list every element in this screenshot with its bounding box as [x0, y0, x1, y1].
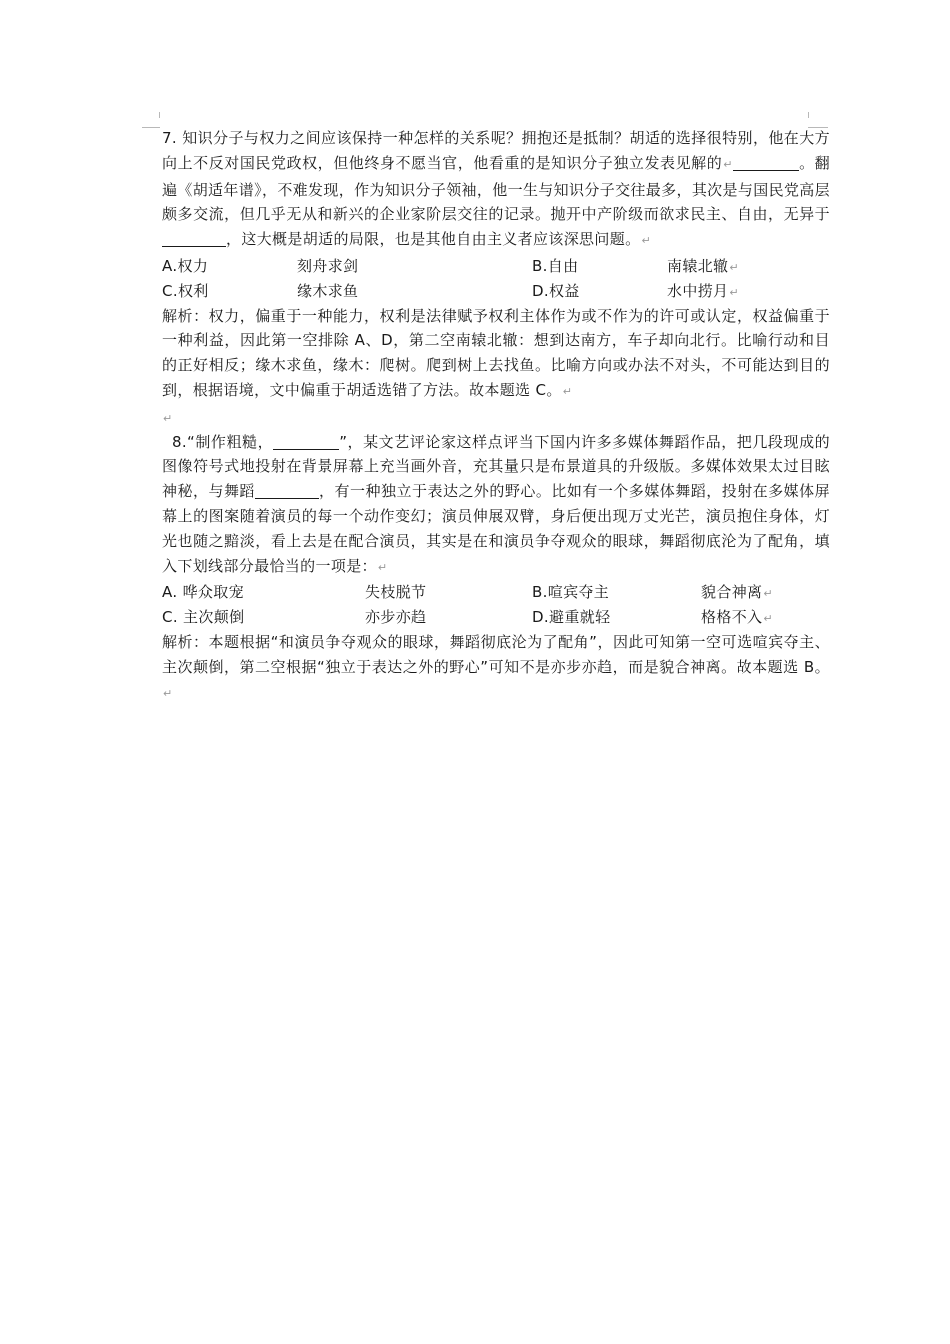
option-b-idiom: 南辕北辙↵: [667, 256, 739, 275]
question-7-stem-part2: 。翻遍《胡适年谱》，不难发现，作为知识分子领袖，他一生与知识分子交往最多，其次是与国民党高层颇多交流，但几乎无从和新兴的企业家阶层交往的记录。抛开中产阶级而欲求民主、自由，无异于: [162, 153, 831, 224]
question-8-blank-1: [273, 433, 339, 450]
question-8-stem-part3: ，有一种独立于表达之外的野心。比如有一个多媒体舞蹈，投射在多媒体屏幕上的图案随着演员的每一个动作变幻；演员伸展双臂，身后便出现万丈光芒，演员抱住身体，灯光也随之黯淡，看上去是在配合演员，其实是在和演员争夺观众的眼球，舞蹈彻底沦为了配角，填入下划线部分最恰当的一项是：: [162, 482, 830, 575]
paragraph-mark-icon: ↵: [729, 285, 739, 299]
option-d-word: D.权益: [532, 281, 580, 300]
question-8-stem: [162, 430, 830, 581]
question-8-stem-part2: ”，某文艺评论家这样点评当下国内许多多媒体舞蹈作品，把几段现成的图像符号式地投射在背景屏幕上充当画外音，充其量只是布景道具的升级版。多媒体效果太过目眩神秘，与舞蹈: [162, 432, 830, 501]
option-d-idiom-2: 格格不入↵: [701, 608, 773, 627]
question-7-blank-1: [733, 154, 799, 171]
question-8: [162, 430, 830, 707]
question-8-options-row-1: [162, 580, 830, 605]
option-d-idiom-1: D.避重就轻: [532, 608, 611, 627]
option-a-idiom: 刻舟求剑: [297, 256, 359, 275]
option-c-idiom-1: C. 主次颠倒: [162, 608, 245, 627]
option-b-idiom-1: B.喧宾夺主: [532, 583, 610, 602]
question-8-blank-2: [255, 482, 319, 499]
crop-mark-top-right-vertical: [808, 112, 809, 118]
option-c-word: C.权利: [162, 281, 209, 300]
paragraph-mark-icon: ↵: [163, 686, 173, 700]
option-a-idiom-2: 失枝脱节: [365, 583, 427, 602]
document-body: [162, 126, 830, 706]
option-b-word: B.自由: [532, 256, 579, 275]
question-7-options-row-2: [162, 279, 830, 304]
question-7-stem-part1: 7. 知识分子与权力之间应该保持一种怎样的关系呢？拥抱还是抵制？胡适的选择很特别，他在大方向上不反对国民党政权，但他终身不愿当官，他看重的是知识分子独立发表见解的: [162, 129, 830, 172]
question-8-analysis: 解析：本题根据“和演员争夺观众的眼球，舞蹈彻底沦为了配角”，因此可知第一空可选喧宾夺主、主次颠倒，第二空根据“独立于表达之外的野心”可知不是亦步亦趋，而是貌合神离。故本题选 B。↵: [162, 632, 830, 700]
paragraph-mark-icon: ↵: [763, 612, 773, 626]
question-7-stem: [162, 126, 830, 254]
option-d-idiom: 水中捞月↵: [667, 281, 739, 300]
option-b-idiom-2: 貌合神离↵: [701, 583, 773, 602]
paragraph-mark-icon: ↵: [377, 560, 388, 574]
question-7-analysis: 解析：权力，偏重于一种能力，权利是法律赋予权利主体作为或不作为的许可或认定，权益偏重于一种利益，因此第一空排除 A、D，第二空南辕北辙：想到达南方，车子却向北行。比喻行动和目的正好相反；缘木求鱼，缘木：爬树。爬到树上去找鱼。比喻方向或办法不对头，不可能达到目的到，根据语境，文中偏重于胡适选错了方法。故本题选 C。↵: [162, 306, 830, 399]
question-7-blank-2: [162, 230, 226, 247]
question-8-stem-part1: 8.“制作粗糙，: [172, 432, 274, 451]
question-7: [162, 126, 830, 405]
option-a-word: A.权力: [162, 256, 209, 275]
question-8-options-row-2: [162, 605, 830, 630]
option-a-idiom-1: A. 哗众取宠: [162, 583, 244, 602]
paragraph-mark-icon: ↵: [723, 157, 733, 171]
paragraph-mark-icon: ↵: [763, 587, 773, 601]
paragraph-mark-icon: ↵: [163, 411, 173, 425]
paragraph-mark-icon: ↵: [562, 384, 573, 398]
question-7-options-row-1: [162, 254, 830, 279]
crop-mark-top-left: [142, 117, 160, 128]
option-c-idiom-2: 亦步亦趋: [365, 608, 427, 627]
empty-paragraph: [162, 405, 830, 430]
option-c-idiom: 缘木求鱼: [297, 281, 359, 300]
paragraph-mark-icon: ↵: [729, 260, 739, 274]
question-7-stem-part3: ，这大概是胡适的局限，也是其他自由主义者应该深思问题。: [226, 230, 641, 249]
paragraph-mark-icon: ↵: [641, 234, 652, 248]
crop-mark-top-left-vertical: [159, 112, 160, 118]
